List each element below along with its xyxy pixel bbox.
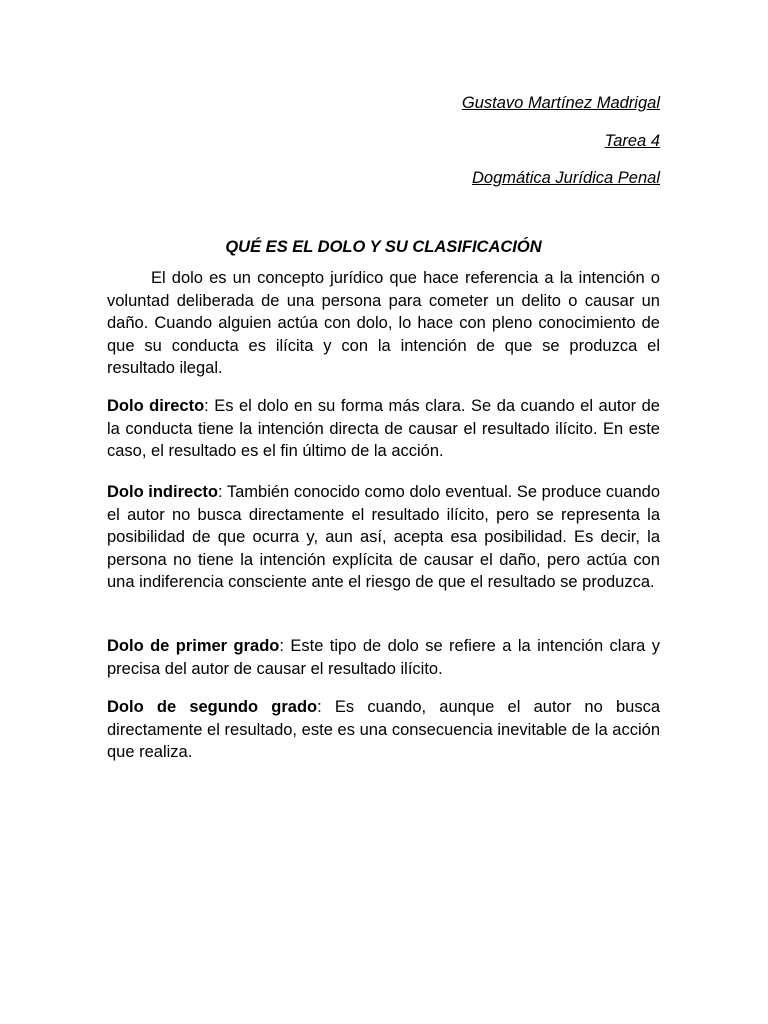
definition-dolo-segundo-grado (107, 696, 660, 764)
definition-text: : Es el dolo en su forma más clara. Se da cuando el autor de la conducta tiene la intención directa de causar el resultado ilícito. En este caso, el resultado es el fin último de la acción. (107, 397, 660, 461)
definition-term: Dolo indirecto (107, 483, 218, 501)
definition-text: : Este tipo de dolo se refiere a la intención clara y precisa del autor de causar el resultado ilícito. (107, 637, 660, 678)
definition-dolo-directo (107, 395, 660, 463)
document-title: QUÉ ES EL DOLO Y SU CLASIFICACIÓN (225, 238, 542, 256)
intro-paragraph: El dolo es un concepto jurídico que hace referencia a la intención o voluntad deliberada de una persona para cometer un delito o causar un daño. Cuando alguien actúa con dolo, lo hace con pleno conocimiento de que su conducta es ilícita y con la intención de que se produzca el resultado ilegal. (107, 269, 660, 378)
definition-text: : Es cuando, aunque el autor no busca directamente el resultado, este es una consecuencia inevitable de la acción que realiza. (107, 698, 660, 762)
definition-text: : También conocido como dolo eventual. Se produce cuando el autor no busca directamente el resultado ilícito, pero se representa la posibilidad de que ocurra y, aun así, acepta esa posibilidad. Es decir, la persona no tiene la intención explícita de causar el daño, pero actúa con una indiferencia consciente ante el riesgo de que el resultado se produzca. (107, 483, 661, 592)
definition-term: Dolo directo (107, 397, 205, 415)
definition-term: Dolo de primer grado (107, 637, 280, 655)
assignment-label: Tarea 4 (604, 132, 660, 150)
definition-term: Dolo de segundo grado (107, 698, 318, 716)
definition-dolo-primer-grado (107, 635, 660, 680)
definition-dolo-indirecto (107, 481, 660, 594)
course-name: Dogmática Jurídica Penal (471, 169, 660, 187)
author-name: Gustavo Martínez Madrigal (461, 94, 660, 112)
